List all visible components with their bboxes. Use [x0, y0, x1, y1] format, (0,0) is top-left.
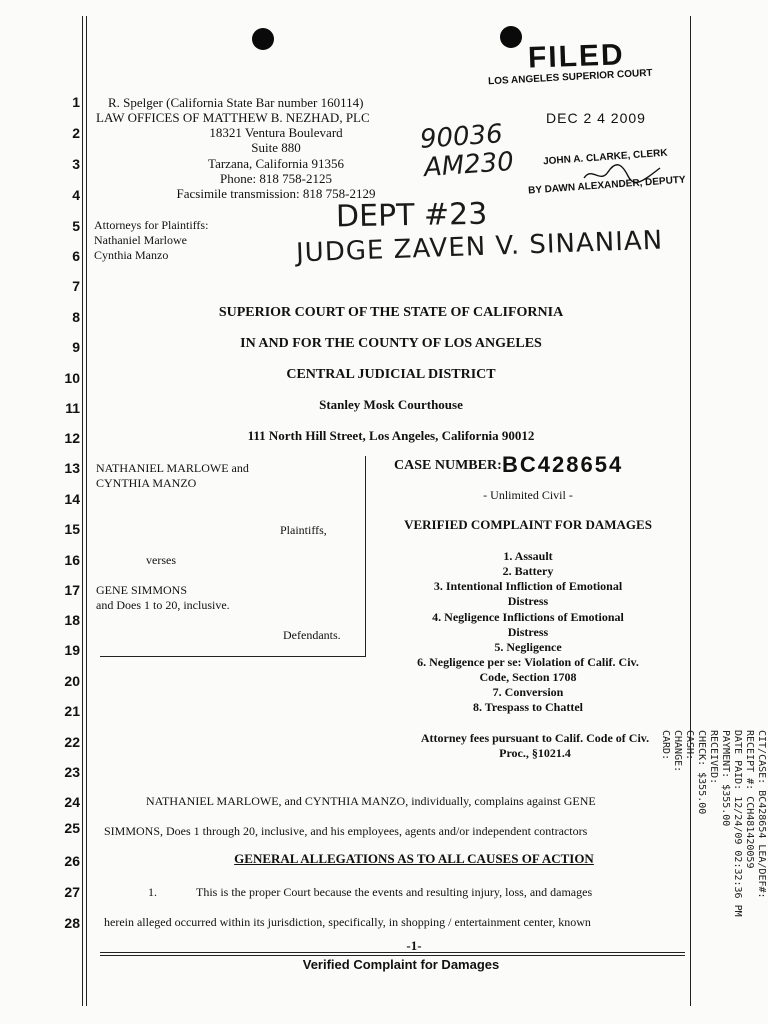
cause-of-action: 8. Trespass to Chattel — [472, 700, 583, 714]
case-number-label: CASE NUMBER: — [394, 458, 502, 473]
line-number: 3 — [72, 156, 80, 172]
footer-rule — [100, 955, 685, 956]
paragraph-text: herein alleged occurred within its jurisdiction, specifically, in shopping / entertainment center, known — [104, 915, 591, 929]
cause-of-action: 6. Negligence per se: Violation of Calif. Civ. — [417, 655, 639, 669]
receipt-line: DATE PAID: 12/24/09 02:32:36 PM — [732, 730, 743, 917]
line-number: 5 — [72, 218, 80, 234]
section-heading: GENERAL ALLEGATIONS AS TO ALL CAUSES OF ACTION — [234, 851, 594, 866]
line-number: 26 — [64, 853, 80, 869]
plaintiff-names: CYNTHIA MANZO — [96, 476, 197, 490]
line-number: 13 — [64, 460, 80, 476]
clerk-signature — [582, 162, 662, 184]
caption-bottom-rule — [100, 656, 366, 657]
plaintiffs-label: Plaintiffs, — [280, 523, 327, 537]
cause-of-action: Distress — [507, 625, 549, 639]
cause-of-action: 3. Intentional Infliction of Emotional — [433, 579, 623, 593]
line-number: 12 — [64, 430, 80, 446]
line-number: 16 — [64, 552, 80, 568]
cause-of-action: Code, Section 1708 — [479, 670, 577, 684]
line-number: 25 — [64, 820, 80, 836]
paragraph-number: 1. — [148, 885, 157, 899]
filed-stamp-deputy: BY DAWN ALEXANDER, DEPUTY — [527, 174, 686, 197]
complaint-title: VERIFIED COMPLAINT FOR DAMAGES — [404, 517, 652, 532]
address-city: Tarzana, California 91356 — [208, 156, 344, 171]
courthouse: Stanley Mosk Courthouse — [319, 397, 463, 412]
verses-label: verses — [146, 553, 176, 567]
handwritten-code: AM230 — [423, 146, 515, 184]
receipt-line: CARD: — [660, 730, 671, 761]
paragraph-text: This is the proper Court because the events and resulting injury, loss, and damages — [196, 885, 593, 899]
line-number: 11 — [65, 400, 80, 416]
caption-vertical-rule — [365, 456, 366, 656]
page-number: -1- — [406, 938, 422, 953]
court-county: IN AND FOR THE COUNTY OF LOS ANGELES — [240, 336, 542, 351]
line-number: 20 — [64, 673, 80, 689]
line-number: 6 — [72, 248, 80, 264]
receipt-line: CIT/CASE: BC428654 LEA/DEF#: — [756, 730, 767, 899]
line-number: 1 — [72, 94, 80, 110]
cause-of-action: 5. Negligence — [494, 640, 562, 654]
handwritten-code: 90036 — [419, 119, 504, 155]
line-number: 15 — [64, 521, 80, 537]
receipt-line: CHANGE: — [672, 730, 683, 773]
filed-stamp-date: DEC 2 4 2009 — [546, 110, 646, 126]
receipt-line: RECEIVED: — [708, 730, 719, 785]
line-number: 14 — [64, 491, 80, 507]
cause-of-action: 1. Assault — [503, 549, 553, 563]
address-suite: Suite 880 — [251, 140, 301, 155]
handwritten-dept: DEPT #23 — [335, 196, 488, 235]
law-office: LAW OFFICES OF MATTHEW B. NEZHAD, PLC — [96, 110, 370, 125]
phone: Phone: 818 758-2125 — [220, 171, 332, 186]
court-name: SUPERIOR COURT OF THE STATE OF CALIFORNIA — [218, 305, 564, 320]
cause-of-action: 2. Battery — [502, 564, 554, 578]
address-street: 18321 Ventura Boulevard — [209, 125, 343, 140]
cause-of-action: Distress — [507, 594, 549, 608]
line-number: 10 — [64, 370, 80, 386]
attorney-fees: Proc., §1021.4 — [499, 746, 571, 760]
line-number: 27 — [64, 884, 80, 900]
receipt-line: CHECK: $355.00 — [696, 730, 707, 815]
line-number: 19 — [64, 642, 80, 658]
case-number: BC428654 — [502, 452, 624, 477]
client-name: Nathaniel Marlowe — [94, 233, 187, 247]
cause-of-action: 4. Negligence Inflictions of Emotional — [432, 610, 624, 624]
punch-hole-right — [500, 26, 522, 48]
line-number: 23 — [64, 764, 80, 780]
court-district: CENTRAL JUDICIAL DISTRICT — [286, 367, 496, 382]
client-name: Cynthia Manzo — [94, 248, 169, 262]
case-type: - Unlimited Civil - — [483, 488, 573, 502]
line-number: 24 — [64, 794, 80, 810]
filed-stamp-clerk: JOHN A. CLARKE, CLERK — [542, 147, 668, 168]
defendant-names: and Does 1 to 20, inclusive. — [96, 598, 230, 612]
defendants-label: Defendants. — [283, 628, 341, 642]
filed-stamp-court: LOS ANGELES SUPERIOR COURT — [487, 67, 653, 88]
footer-title: Verified Complaint for Damages — [302, 957, 500, 972]
attorneys-for-label: Attorneys for Plaintiffs: — [94, 218, 209, 232]
line-number: 17 — [64, 582, 80, 598]
attorney-name: R. Spelger (California State Bar number 160114) — [108, 95, 364, 110]
court-address: 111 North Hill Street, Los Angeles, California 90012 — [247, 428, 535, 443]
defendant-names: GENE SIMMONS — [96, 583, 188, 597]
line-number: 28 — [64, 915, 80, 931]
line-number: 18 — [64, 612, 80, 628]
line-number: 8 — [72, 309, 80, 325]
receipt-line: CASH: — [684, 730, 695, 761]
handwritten-judge: JUDGE ZAVEN V. SINANIAN — [295, 225, 664, 269]
fax: Facsimile transmission: 818 758-2129 — [176, 186, 376, 201]
left-margin-rule-inner — [86, 16, 87, 1006]
receipt-line: RECEIPT #: CCH481420059 — [744, 730, 755, 869]
left-margin-rule — [82, 16, 83, 1006]
line-number: 9 — [72, 339, 80, 355]
line-number: 22 — [64, 734, 80, 750]
line-number: 4 — [72, 187, 80, 203]
receipt-line: PAYMENT: $355.00 — [720, 730, 731, 827]
punch-hole-left — [252, 28, 274, 50]
intro-text: SIMMONS, Does 1 through 20, inclusive, and his employees, agents and/or independent contractors — [104, 824, 588, 838]
line-number: 7 — [72, 278, 80, 294]
plaintiff-names: NATHANIEL MARLOWE and — [96, 461, 249, 475]
attorney-fees: Attorney fees pursuant to Calif. Code of Civ. — [420, 731, 650, 745]
intro-text: NATHANIEL MARLOWE, and CYNTHIA MANZO, individually, complains against GENE — [146, 794, 596, 808]
line-number: 21 — [64, 703, 80, 719]
cause-of-action: 7. Conversion — [492, 685, 564, 699]
line-number: 2 — [72, 125, 80, 141]
filed-stamp-title: FILED — [527, 38, 626, 75]
